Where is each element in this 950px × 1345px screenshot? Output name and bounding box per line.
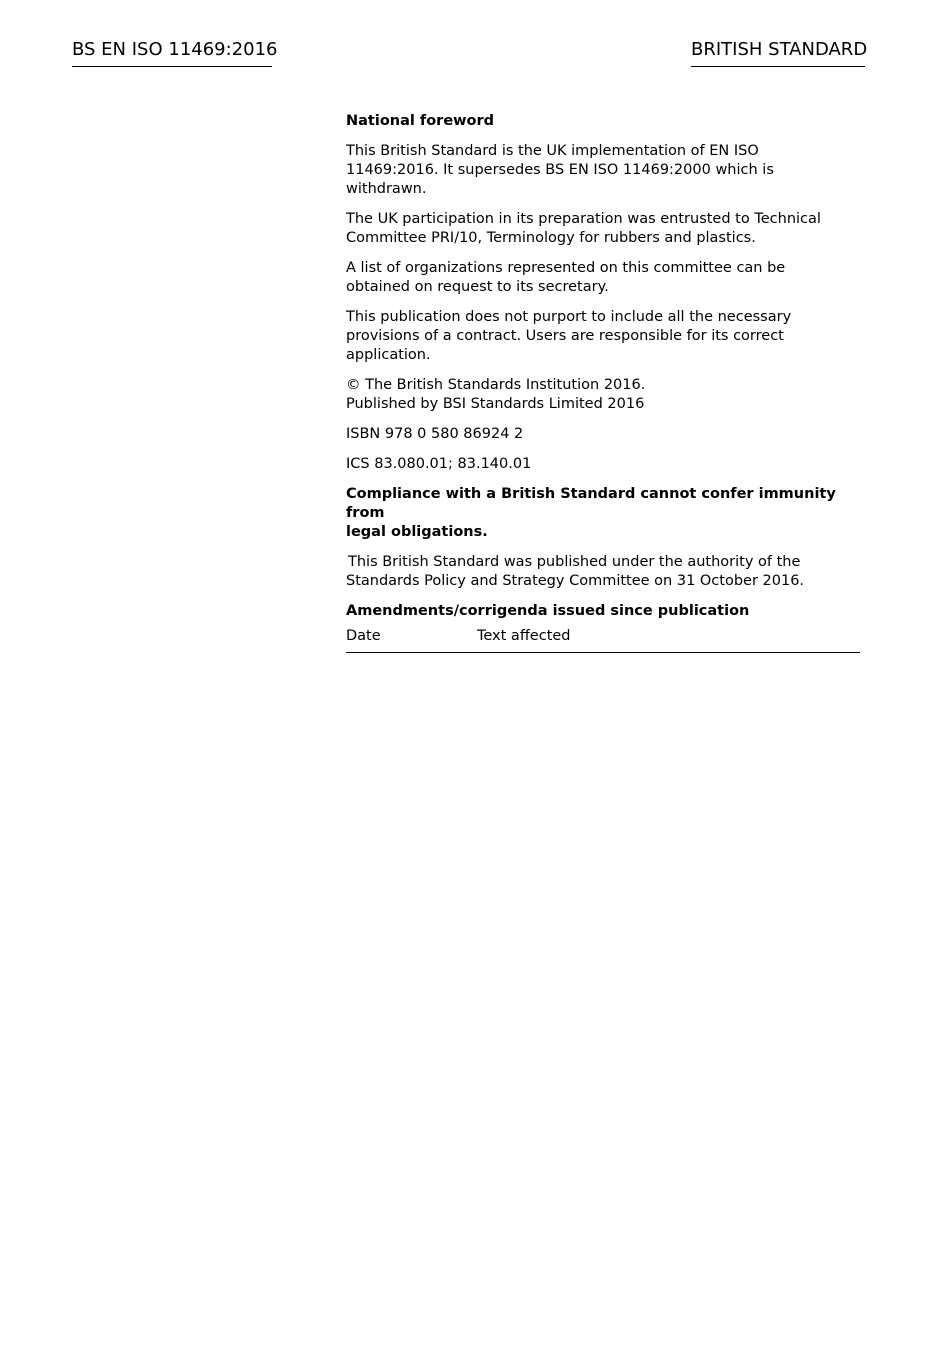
header-series: BRITISH STANDARD bbox=[691, 38, 865, 67]
copyright-notice bbox=[346, 376, 860, 414]
text-line: application. bbox=[346, 347, 431, 363]
amendments-table-header bbox=[346, 627, 860, 653]
ics-codes: ICS 83.080.01; 83.140.01 bbox=[346, 456, 532, 472]
amendments-column-date: Date bbox=[346, 628, 381, 644]
text-line: This British Standard is the UK implementation of EN ISO bbox=[346, 143, 759, 159]
text-line: Compliance with a British Standard cannot confer immunity from bbox=[346, 486, 836, 521]
text-line: provisions of a contract. Users are responsible for its correct bbox=[346, 328, 784, 344]
text-line: This British Standard was published under the authority of the bbox=[348, 554, 801, 570]
text-line: legal obligations. bbox=[346, 524, 488, 540]
amendments-title: Amendments/corrigenda issued since publication bbox=[346, 603, 750, 619]
text-line: The UK participation in its preparation was entrusted to Technical bbox=[346, 211, 821, 227]
text-line: 11469:2016. It supersedes BS EN ISO 11469:2000 which is bbox=[346, 162, 774, 178]
amendments-column-text-affected: Text affected bbox=[477, 628, 571, 644]
foreword-title: National foreword bbox=[346, 113, 495, 129]
text-line: obtained on request to its secretary. bbox=[346, 279, 609, 295]
authority-statement bbox=[346, 553, 860, 591]
text-line: withdrawn. bbox=[346, 181, 427, 197]
isbn: ISBN 978 0 580 86924 2 bbox=[346, 426, 524, 442]
text-line: This publication does not purport to include all the necessary bbox=[346, 309, 792, 325]
text-line: Committee PRI/10, Terminology for rubbers and plastics. bbox=[346, 230, 756, 246]
foreword-paragraph-participation bbox=[346, 210, 860, 248]
text-line: Published by BSI Standards Limited 2016 bbox=[346, 396, 645, 412]
foreword-paragraph-organizations bbox=[346, 259, 860, 297]
header-document-id: BS EN ISO 11469:2016 bbox=[72, 38, 272, 67]
text-line: Standards Policy and Strategy Committee on 31 October 2016. bbox=[346, 573, 805, 589]
text-line: A list of organizations represented on this committee can be bbox=[346, 260, 786, 276]
national-foreword-section bbox=[346, 112, 860, 653]
foreword-paragraph-implementation bbox=[346, 142, 860, 199]
text-line: © The British Standards Institution 2016. bbox=[346, 377, 646, 393]
compliance-statement bbox=[346, 485, 860, 542]
foreword-paragraph-provisions bbox=[346, 308, 860, 365]
